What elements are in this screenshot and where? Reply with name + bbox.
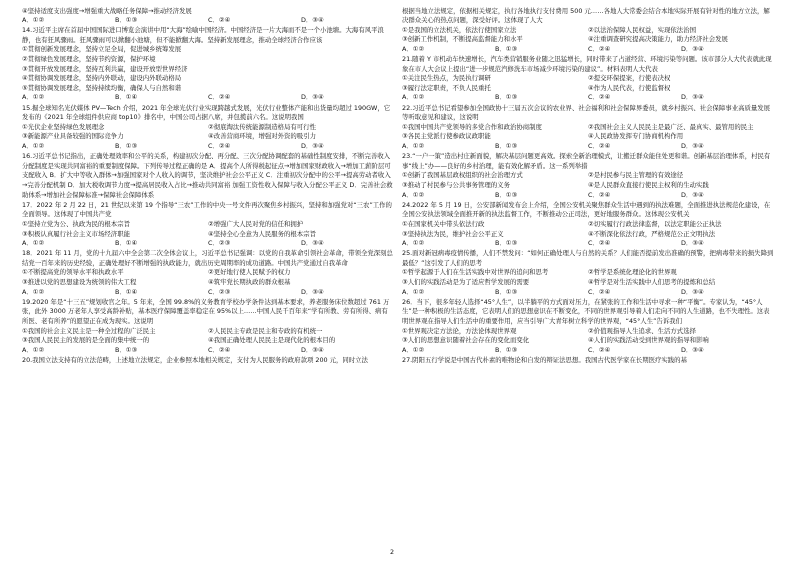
option-item: ④不断深化依法行政，严格规范公正文明执法 xyxy=(588,229,716,238)
option-item: ①哲学起源于人们在生活实践中对世界的追问和思考 xyxy=(402,268,549,277)
answer-choices xyxy=(22,93,394,103)
option-item: ③我国人民民主的发展的是全面的集中统一的 xyxy=(22,336,150,345)
answer-choices xyxy=(402,142,774,152)
question-text: 14.习近平主席在首届中国国际进口博览会演讲中用“大海”绘喻中国经济。中国经济是一片大海而不是一个小池塘。大海有风平浪静，也有狂风骤雨。狂风骤雨可以掀翻小池塘，但不能掀翻大海。坚持新发展理念，推动全球经济合作应该 xyxy=(22,26,384,44)
page-number: 2 xyxy=(390,548,395,556)
option-line: ⑤贯彻协调发展理念，坚持持续均衡，确保人与自然和谐 xyxy=(22,83,182,92)
answer-choice: D．③④ xyxy=(681,142,704,151)
answer-choice: B．①③ xyxy=(115,142,138,151)
answer-choice: C．②④ xyxy=(588,190,611,199)
answer-choice: A．①② xyxy=(22,345,45,354)
answer-choice: A．①② xyxy=(22,16,45,25)
option-row xyxy=(402,84,774,94)
answer-choices xyxy=(22,239,394,249)
answer-choice: D．③④ xyxy=(681,239,704,248)
answer-choice: C．②③ xyxy=(208,239,231,248)
answer-choice: C．②③ xyxy=(208,287,231,296)
answer-choices xyxy=(22,142,394,152)
answer-choice: A．①② xyxy=(22,239,45,248)
question-text: 23.“一户一策”造出村庄新面貌，解决基层问题更高效。探索全新治理模式，让搬迁群众能住处更和谐。创新基层治理体系，村民有事“线上”办——良好的乡村治理，能有效化解矛盾。这一系列举措 xyxy=(402,152,771,170)
answer-choices xyxy=(22,346,394,356)
answer-choice: B．①③ xyxy=(495,142,518,151)
option-item: ②增强广大人民对党的信任和拥护 xyxy=(208,219,304,228)
option-row xyxy=(22,132,394,142)
left-column xyxy=(22,6,394,366)
answer-choice: B．①③ xyxy=(495,239,518,248)
option-row xyxy=(402,336,774,346)
answer-choice: C．②④ xyxy=(588,142,611,151)
answer-choice: B．①③ xyxy=(495,44,518,53)
answer-choice: D．③④ xyxy=(681,93,704,102)
option-item: ②以法治保障人民权益，实现依法治国 xyxy=(588,25,696,34)
question-text: 15.掘全球知名光伏媒体 PV—Tech 介绍，2021 年全球光伏行业实现跨越式发展，光伏行业整体产能和出货量均超过 190GW，它发布的《2021 年全球组件供应商 top10》排名中，中国公司占据八席，并包揽前六名。这说明我国 xyxy=(22,103,391,122)
option-item: ③积极认真履行社会主义市场经济职能 xyxy=(22,229,130,238)
option-row xyxy=(22,268,394,278)
answer-choice: B．①③ xyxy=(495,93,518,102)
option-item: ③新能源产业具备较强的国际竞争力 xyxy=(22,132,124,141)
option-item: ①坚持立党为公、执政为民的根本宗旨 xyxy=(22,219,130,228)
question-text: 17．2022 年 2 月 22 日，21 世纪以来第 19 个指导“三农”工作的中央一号文件再次聚焦乡村振兴，坚持和加强党对“三农”工作的全面领导。这体现了中国共产党 xyxy=(22,200,392,219)
answer-choice: A．①② xyxy=(402,190,425,199)
option-item: ②价值观指导人生追求、生活方式选择 xyxy=(588,326,696,335)
option-item: ①关注民生热点，为民执行调研 xyxy=(402,74,491,83)
option-item: ③人们的思想意识随着社会存在的变化而变化 xyxy=(402,336,530,345)
answer-choices xyxy=(402,346,774,356)
answer-choice: C．②④ xyxy=(588,44,611,53)
answer-choice: B．①④ xyxy=(115,239,138,248)
option-item: ④坚持全心全意为人民服务的根本宗旨 xyxy=(208,229,316,238)
answer-choices xyxy=(402,239,774,249)
option-row xyxy=(402,181,774,191)
option-item: ①我国中国共产党领导的多党合作和政治协商制度 xyxy=(402,122,542,131)
question-text: 26．当下，很多年轻人选择“45°人生”，以半躺平的方式面对压力，在紧张的工作和生活中寻求一种“平衡”。专家认为，“45°人生”是一种积极的生活态度，它表明人们的思想意识在不断变化，不同的世界观引导着人们走向不同的人生道路，也不失理性。这表明世界观在指导人们生活中的重要作用，应当引导广大青年树立科学的世界观，“45°人生”告诉我们 xyxy=(402,297,770,325)
answer-choices xyxy=(402,45,774,55)
question-text: ④坚持适度支出强度→增强重大战略任务保障→推动经济发展 xyxy=(22,6,192,15)
answer-choice: C．②④ xyxy=(208,345,231,354)
question-text: 根据当地立法规定，依据相关规定，执行各地执行支付费用 500 元……各地人大常委会结合本地实际开展有针对性的地方立法，解决群众关心的热点问题，深受好评。这体现了人大 xyxy=(402,6,770,25)
option-item: ③创新工作机制，不断提高监督能力和水平 xyxy=(402,35,523,44)
answer-choice: B．①③ xyxy=(115,16,138,25)
option-item: ②提交环保提案，行使表决权 xyxy=(588,74,671,83)
option-item: ①是我国的立法机关，依法行使国家立法 xyxy=(402,25,517,34)
answer-choice: D．③④ xyxy=(681,287,704,296)
answer-choice: A．①② xyxy=(402,93,425,102)
answer-choice: A．①② xyxy=(402,142,425,151)
option-item: ①不断提高党的领导水平和执政水平 xyxy=(22,268,124,277)
answer-choice: D．③④ xyxy=(681,44,704,53)
option-row xyxy=(402,278,774,288)
option-item: ③履行法定职责，不负人民重托 xyxy=(402,83,491,92)
question-text: 27.阴阳五行学说是中国古代朴素的唯物论和自发的辩证法思想。我国古代医学家在长期医疗实践的基 xyxy=(402,355,687,364)
answer-choice: D．③④ xyxy=(681,345,704,354)
option-row xyxy=(402,230,774,240)
question-text: 16.习近平总书记指出，正确处理效率和公平的关系，构建初次分配、再分配、三次分配协调配套的基础性制度安排，不断完善收入分配制度是实现共同富裕的重要制度保障。下列传导过程正确的是 A．提高个人所得税起征点→增加国家财政收入→增加工薪阶层可支配收入 B．扩大中等收入群体→加强国家对个人收入的调节，坚决维护社会公平正义 C．注重初次分配中的公平→提高劳动者收入→完善分配机制 D．加大税收调节力度→提高居民收入占比→推动共同富裕 加强工资性收入保障与收入分配公平正义 D．完善社会救助体系→增加社会保障标准→保障社会保障体系 xyxy=(22,152,393,199)
option-item: ②哲学是系统化理论化的世界观 xyxy=(588,268,677,277)
question-text: 24.2022 年 5 月 19 日，公安部新闻发布会上介绍，全国公安机关聚焦群众生活中遇到的执法难题，全面推进执法规范化建设，在全国公安执法领域全面推开新的执法监督工作，不断推动公正司法，更好地服务群众。这体现公安机关 xyxy=(402,200,771,219)
answer-choice: B．①④ xyxy=(115,93,138,102)
option-row xyxy=(22,327,394,337)
option-row xyxy=(402,268,774,278)
option-item: ④作为人民代表，行使监督权 xyxy=(588,83,671,92)
option-row xyxy=(22,123,394,133)
option-item: ③坚持执法为民，维护社会公平正义 xyxy=(402,229,504,238)
answer-choice: C．②④ xyxy=(588,93,611,102)
option-item: ①光伏企业坚持绿色发展理念 xyxy=(22,122,105,131)
option-line: ①贯彻创新发展理念，坚持立足全局，促进城乡统筹发展 xyxy=(22,45,182,54)
option-item: ①我国的社会主义民主是一种全过程的广泛民主 xyxy=(22,326,156,335)
option-item: ④改善营商环境，增强对外资的吸引力 xyxy=(208,132,316,141)
option-row xyxy=(22,220,394,230)
option-item: ④人们的实践活动受到世界观的指导和影响 xyxy=(588,336,709,345)
option-item: ④我国正确处理人民民主是现代化的根本目的 xyxy=(208,336,336,345)
answer-choice: D．③④ xyxy=(301,93,324,102)
option-item: ②切实履行行政法律监督，以法定职能公正执法 xyxy=(588,219,722,228)
answer-choice: C．②④ xyxy=(208,142,231,151)
answer-choice: A．①② xyxy=(22,142,45,151)
option-item: ②人民民主专政是民主和专政的有机统一 xyxy=(208,326,323,335)
option-item: ②是村民参与民主管理的有效途径 xyxy=(588,171,684,180)
answer-choice: C．②④ xyxy=(588,239,611,248)
option-row xyxy=(402,35,774,45)
answer-choice: D．③④ xyxy=(301,16,324,25)
option-item: ④注重调查研究提高决策能力，助力经济社会发展 xyxy=(588,35,728,44)
answer-choice: B．①③ xyxy=(495,345,518,354)
option-row xyxy=(22,278,394,288)
option-item: ④是人民群众直接行使民主权利的生动实践 xyxy=(588,180,709,189)
option-item: ②我国社会主义人民民主是最广泛、最真实、最管用的民主 xyxy=(588,122,754,131)
option-item: ④哲学是对生活实践中人们思考的提炼和总结 xyxy=(588,278,716,287)
option-line: ③贯彻开放发展理念，坚持互利共赢，建设开放型世界经济 xyxy=(22,64,188,73)
answer-choice: A．①② xyxy=(402,239,425,248)
option-row xyxy=(402,26,774,36)
answer-choice: C．②④ xyxy=(588,345,611,354)
answer-choices xyxy=(22,16,394,26)
answer-choice: D．③④ xyxy=(301,142,324,151)
answer-choice: A．①② xyxy=(22,287,45,296)
option-row xyxy=(402,74,774,84)
option-item: ③各民主党派行使参政议政职能 xyxy=(402,132,491,141)
answer-choices xyxy=(22,288,394,298)
answer-choice: A．①② xyxy=(402,345,425,354)
answer-choice: A．①② xyxy=(402,287,425,296)
option-row xyxy=(402,220,774,230)
question-text: 19.2020 年是“十三五”规划收官之年。5 年来，全国 99.8%的义务教育学校办学条件达到基本要求，养老服务床位数超过 761 万张，此外 3000 万老年人享受高龄补贴，基本医疗保障覆盖率稳定在 95%以上……中国人民千百年来“学有所教、劳有所得、病有所医、老有所养”的愿望正在成为现实。这说明 xyxy=(22,297,390,325)
question-text: 20.我国立法支持有的立法范畴，上述地立法规定，企业参照本地相关规定，支付为人民服务的政府款项 200 元，同时立法 xyxy=(22,355,368,364)
option-row xyxy=(402,327,774,337)
answer-choices xyxy=(402,288,774,298)
question-text: 18．2021 年 11 月，党的十九届六中全会第二次全体会议上，习近平总书记强调：以党的自我革命引领社会革命，带领全党深刻总结党一百年来的历史经验，正确处理好不断增强的执政能力，就出历史周期率的成功道路。中国共产党通过自我革命 xyxy=(22,249,393,267)
question-text: 21.随着 Y 市机动车快速增长，汽车类营销服务业随之迅猛增长，同时带来了占道经营、环境污染等问题。该市部分人大代表就此现象在市人大会议上提出“进一步规范汽修洗车市场减少环境污染的建议”。材料表明人大代表 xyxy=(402,55,772,73)
answer-choice: A．①② xyxy=(22,93,45,102)
option-line: ②贯彻绿色发展理念，坚持节约资源，保护环境 xyxy=(22,55,156,64)
option-item: ①在国家机关中带头依法行政 xyxy=(402,219,485,228)
option-item: ①世界观决定方法论，方法论体现世界观 xyxy=(402,326,517,335)
answer-choice: C．②④ xyxy=(208,93,231,102)
option-row xyxy=(402,123,774,133)
option-item: ④人民政协发挥专门协商机构作用 xyxy=(588,132,684,141)
answer-choice: B．①③ xyxy=(495,287,518,296)
answer-choice: D．③④ xyxy=(301,239,324,248)
option-item: ③人们的实践活动是为了适应哲学发展的需要 xyxy=(402,278,530,287)
answer-choices xyxy=(402,191,774,201)
option-row xyxy=(402,171,774,181)
option-line: ④贯彻协调发展理念，坚持内外联动，建设内外联动格局 xyxy=(22,74,182,83)
question-text: 22.习近平总书记看望参加全国政协十三届五次会议的农业界、社会福利和社会保障界委员，就乡村振兴、社会保障事业高质量发展等听取意见和建议，这说明 xyxy=(402,103,771,122)
answer-choice: D．③④ xyxy=(301,287,324,296)
answer-choice: A．①② xyxy=(402,44,425,53)
option-item: ①创新了我国基层政权组织的社会治理方式 xyxy=(402,171,523,180)
answer-choice: C．②④ xyxy=(208,16,231,25)
answer-choices xyxy=(402,93,774,103)
option-item: ③推动了村民参与公共事务管理的义务 xyxy=(402,180,510,189)
answer-choice: B．①③ xyxy=(495,190,518,199)
answer-choice: D．③④ xyxy=(681,190,704,199)
option-row xyxy=(22,230,394,240)
option-row xyxy=(402,132,774,142)
answer-choice: D．③④ xyxy=(301,345,324,354)
right-column xyxy=(402,6,774,366)
option-item: ④筑牢党长期执政的群众根基 xyxy=(208,278,291,287)
answer-choice: B．①③ xyxy=(115,345,138,354)
question-text: 25.面对新冠病毒疫情传播，人们不禁发问：“如何正确处理人与自然的关系？人们能否提前发出准确的预警，把病毒带来的损失降到最低？”这引发了人们的思考 xyxy=(402,249,774,267)
option-row xyxy=(22,336,394,346)
option-item: ②更好地行使人民赋予的权力 xyxy=(208,268,291,277)
option-item: ③推进以党的思想建设为统领的伟大工程 xyxy=(22,278,137,287)
option-item: ②彻底淘汰传统能源制造格局有可行性 xyxy=(208,122,316,131)
answer-choice: C．②④ xyxy=(588,287,611,296)
answer-choice: B．①④ xyxy=(115,287,138,296)
